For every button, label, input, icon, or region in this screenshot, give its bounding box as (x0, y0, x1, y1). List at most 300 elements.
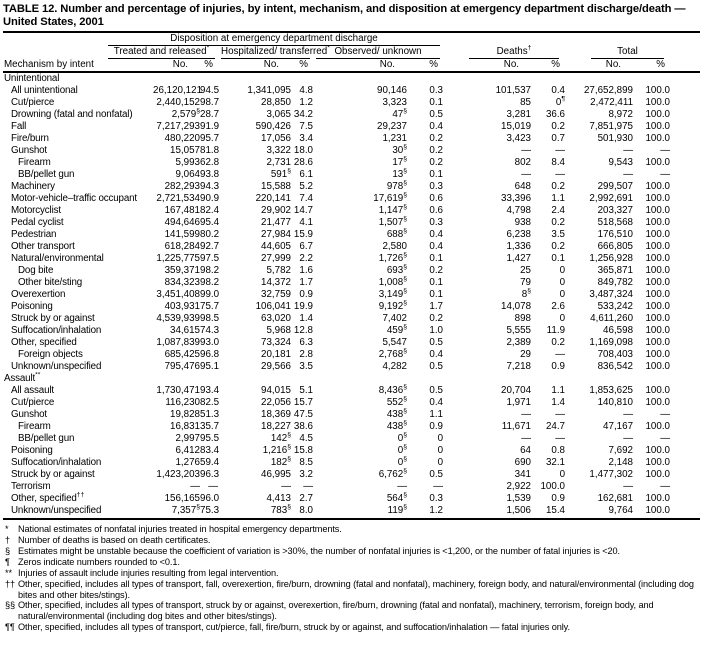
value-cell-number: 7,217,293 (156, 121, 200, 133)
value-cell-number: 1,276 (175, 457, 200, 469)
value-cell-percent: 8.4 (551, 157, 566, 169)
footnote-marker-ref: § (403, 503, 407, 511)
spacer-cell (670, 409, 700, 421)
value-cell-percent: 35.7 (200, 421, 220, 433)
value-cell-number: 501,930 (597, 133, 634, 145)
value-cell-number: 15,057 (170, 145, 200, 157)
value-cell-percent: 100.0 (645, 469, 671, 481)
value-cell-percent: 0.1 (429, 97, 444, 109)
value-cell-percent: 100.0 (645, 217, 671, 229)
spacer-cell (670, 169, 700, 181)
row-label: Pedestrian (11, 229, 57, 241)
value-cell-number: 29,237 (377, 121, 407, 133)
footnote-marker-ref: § (403, 384, 407, 392)
row-label: Gunshot (11, 409, 47, 421)
table-row (3, 493, 700, 505)
footnote-marker-ref: § (196, 108, 200, 116)
footnote-text: Other, specified, includes all types of transport, fall, overexertion, fire/burn, drowning (fatal and nonfatal), machinery, foreign body, and natural/environmental (including dog bites and other bites/stings). (18, 578, 694, 600)
value-cell-percent: 1.0 (429, 325, 444, 337)
value-cell-percent: 75.3 (200, 505, 218, 519)
spacer-cell (670, 217, 700, 229)
disposition-span-label: Disposition at emergency department discharge (108, 33, 440, 46)
value-cell-percent: 100.0 (645, 289, 671, 301)
value-cell-percent: 0.5 (429, 469, 444, 481)
value-cell-percent: 0.2 (551, 121, 566, 133)
value-cell-number: 142§ (270, 432, 291, 445)
value-cell-number: 7,402 (382, 313, 407, 325)
value-cell-number: 29,566 (261, 361, 291, 373)
spacer-cell (670, 493, 700, 505)
value-cell-number: 73,324 (261, 337, 291, 349)
value-cell-percent: 100.0 (645, 421, 671, 433)
spacer-cell (670, 325, 700, 337)
value-cell-number: 3,149§ (378, 288, 407, 301)
value-cell-number: 9,192§ (378, 300, 407, 313)
value-cell-number: 47,167 (603, 421, 634, 433)
table-row (3, 337, 700, 349)
value-cell-percent: 100.0 (645, 313, 671, 325)
value-cell-percent: 100.0 (645, 241, 671, 253)
value-cell-percent: 100.0 (645, 457, 671, 469)
value-cell-number: 1,147§ (378, 204, 407, 217)
value-cell-percent: 80.2 (200, 229, 220, 241)
value-cell-number: 2,721,534 (156, 193, 200, 205)
value-cell-percent: 100.0 (633, 505, 670, 519)
value-cell-number: 618,284 (164, 241, 200, 253)
value-cell-percent: 95.7 (200, 133, 220, 145)
value-cell-percent: 100.0 (645, 385, 671, 397)
value-cell-number: 5,993 (175, 157, 200, 169)
value-cell-percent: 24.7 (545, 421, 566, 433)
value-cell-number: 156,165 (164, 493, 200, 505)
value-cell-percent: 0.1 (429, 277, 444, 289)
disposition-span-header (153, 32, 443, 46)
value-cell-percent: 0.4 (551, 85, 566, 97)
value-cell-percent: — (303, 481, 313, 493)
value-cell-number: 341 (514, 469, 532, 481)
value-cell-number: 898 (514, 313, 532, 325)
footnote (3, 600, 700, 622)
value-cell-percent: 0.3 (429, 217, 444, 229)
value-cell-percent: 0 (559, 313, 566, 325)
column-group-header-total (565, 46, 670, 59)
value-cell-percent: 95.5 (200, 433, 220, 445)
value-cell-percent: 0.5 (429, 109, 444, 121)
value-cell-number: 106,041 (255, 301, 291, 313)
value-cell-number: 17,619§ (373, 192, 407, 205)
value-cell-percent: 98.2 (200, 265, 220, 277)
spacer-cell (670, 253, 700, 265)
value-cell-number: 978§ (386, 180, 407, 193)
value-cell-percent: — (208, 481, 218, 493)
footnote (3, 557, 700, 568)
value-cell-number: 18,369 (261, 409, 291, 421)
value-cell-percent: 97.5 (200, 253, 220, 265)
value-cell-number: 176,510 (597, 229, 634, 241)
table-row (3, 505, 700, 519)
value-cell-number: 29 (520, 349, 532, 361)
value-cell-number: 94,015 (261, 385, 291, 397)
value-cell-number: 7,357§ (153, 505, 200, 519)
value-cell-number: 802 (514, 157, 532, 169)
spacer-cell (670, 121, 700, 133)
spacer-cell (670, 181, 700, 193)
column-group-header-deaths (443, 46, 565, 59)
value-cell-number: 5,968 (266, 325, 291, 337)
spacer-cell (670, 289, 700, 301)
value-cell-number: 365,871 (597, 265, 634, 277)
value-cell-number: 849,782 (597, 277, 634, 289)
spacer-cell (670, 313, 700, 325)
value-cell-number: 90,146 (377, 85, 407, 97)
value-cell-number: 795,476 (164, 361, 200, 373)
value-cell-percent: — (555, 169, 566, 181)
value-cell-number: 203,327 (597, 205, 634, 217)
value-cell-percent: 0.2 (551, 241, 566, 253)
value-cell-number: 3,423 (506, 133, 532, 145)
table-row (3, 229, 700, 241)
table-row (3, 121, 700, 133)
value-cell-percent: 0.7 (551, 133, 566, 145)
value-cell-percent: 3.4 (299, 133, 313, 145)
value-cell-number: 783§ (218, 505, 291, 519)
value-cell-number: — (623, 481, 634, 493)
value-cell-percent: 2.4 (551, 205, 566, 217)
column-group-header-hospitalized-transferred (218, 44, 330, 59)
value-cell-number: 648 (514, 181, 532, 193)
value-cell-number: 1,507§ (378, 216, 407, 229)
footnote-marker-ref: § (403, 432, 407, 440)
footnote-marker-ref: § (287, 503, 291, 511)
value-cell-percent: 75.7 (200, 301, 220, 313)
table-title: TABLE 12. Number and percentage of injuries, by intent, mechanism, and disposition at emergency department discharge/death — United States, 2001 (3, 3, 686, 28)
column-group-row (3, 46, 700, 59)
value-cell-percent: 1.4 (551, 397, 566, 409)
value-cell-percent: 7.4 (299, 193, 313, 205)
value-cell-number: 8§ (521, 288, 532, 301)
value-cell-percent: 0.4 (429, 121, 444, 133)
footnote-marker-ref: § (403, 348, 407, 356)
value-cell-percent: 0.5 (429, 361, 444, 373)
footnote-marker: * (5, 524, 9, 535)
footnote (3, 524, 700, 535)
footnote-marker-ref: * (327, 44, 330, 52)
value-cell-percent: 100.0 (645, 205, 671, 217)
table-row (3, 265, 700, 277)
row-label: Struck by or against (11, 469, 95, 481)
value-cell-percent: 4.5 (299, 433, 313, 445)
row-label: Terrorism (11, 481, 51, 493)
value-cell-percent: 0¶ (555, 96, 566, 109)
row-label: Natural/environmental (11, 253, 104, 265)
value-cell-percent: 0.1 (429, 289, 444, 301)
spacer-cell (670, 97, 700, 109)
value-cell-number: 63,020 (261, 313, 291, 325)
footnote-marker-ref: § (403, 300, 407, 308)
spacer-cell (670, 361, 700, 373)
value-cell-number: 533,242 (597, 301, 634, 313)
value-cell-percent: 32.1 (545, 457, 566, 469)
column-group-header-observed-unknown (313, 46, 443, 59)
value-cell-percent: 0.3 (429, 85, 444, 97)
value-cell-percent: 15.8 (293, 445, 313, 457)
value-cell-number: 17§ (392, 156, 407, 169)
value-cell-percent: 0.6 (429, 205, 444, 217)
column-subheader-pct: % (200, 59, 218, 72)
value-cell-number: 27,652,899 (583, 85, 634, 97)
value-cell-number: 33,396 (501, 193, 532, 205)
table-row (3, 433, 700, 445)
value-cell-percent: — (660, 433, 671, 445)
spacer-cell (670, 469, 700, 481)
footnote-marker-ref: § (403, 420, 407, 428)
value-cell-number: 18,227 (261, 421, 291, 433)
value-cell-number: 1,169,098 (589, 337, 634, 349)
value-cell-percent: 98.2 (200, 277, 220, 289)
value-cell-number: 2,997 (175, 433, 200, 445)
value-cell-number: 2,579§ (171, 108, 200, 121)
spacer-cell (670, 85, 700, 97)
value-cell-number: 2,580 (382, 241, 407, 253)
value-cell-percent: 98.5 (200, 313, 220, 325)
header-span-row (3, 32, 700, 46)
footnote-marker-ref: § (403, 324, 407, 332)
value-cell-number: 4,611,260 (590, 313, 634, 325)
value-cell-percent: 100.0 (645, 97, 671, 109)
value-cell-number: 836,542 (597, 361, 634, 373)
table-row (3, 349, 700, 361)
table-row (3, 289, 700, 301)
value-cell-number: — (190, 481, 200, 493)
value-cell-number: 359,371 (164, 265, 200, 277)
table-row (3, 457, 700, 469)
value-cell-number: 834,323 (164, 277, 200, 289)
value-cell-percent: 28.6 (293, 157, 313, 169)
table-row (3, 397, 700, 409)
value-cell-number: 5,555 (506, 325, 532, 337)
value-cell-number: 938 (514, 217, 532, 229)
value-cell-percent: 100.0 (645, 253, 671, 265)
spacer-cell (670, 241, 700, 253)
footnote-marker: §§ (5, 600, 16, 611)
footnote (3, 579, 700, 601)
spacer-cell (670, 421, 700, 433)
footnote-text: Estimates might be unstable because the coefficient of variation is >30%, the number of nonfatal injuries is <1,200, or the number of fatal injuries is <20. (18, 545, 620, 556)
value-cell-percent: 8.5 (299, 457, 313, 469)
value-cell-percent: 12.8 (293, 325, 313, 337)
value-cell-number: 5,547 (382, 337, 407, 349)
row-label: BB/pellet gun (18, 169, 75, 181)
value-cell-number: — (521, 433, 532, 445)
spacer-cell (670, 133, 700, 145)
value-cell-number: — (281, 481, 291, 493)
footnote-marker-ref: § (287, 444, 291, 452)
value-cell-number: 0§ (397, 432, 407, 445)
value-cell-number: 20,704 (501, 385, 532, 397)
value-cell-percent: 81.8 (200, 145, 220, 157)
value-cell-number: 26,120,121 (153, 85, 203, 97)
value-cell-percent: 99.0 (200, 289, 220, 301)
value-cell-percent: 0.8 (551, 445, 566, 457)
row-label: Drowning (fatal and nonfatal) (11, 109, 133, 121)
value-cell-percent: 100.0 (540, 481, 566, 493)
footnote-marker-ref: § (287, 168, 291, 176)
value-cell-percent: 96.8 (200, 349, 220, 361)
table-row (3, 145, 700, 157)
value-cell-percent: 15.7 (293, 397, 313, 409)
footnotes (3, 524, 700, 633)
value-cell-number: 140,810 (597, 397, 634, 409)
value-cell-percent: 1.7 (299, 277, 313, 289)
value-cell-number: 29,902 (261, 205, 291, 217)
value-cell-percent: 74.3 (200, 325, 220, 337)
value-cell-number: 480,220 (164, 133, 200, 145)
value-cell-number: 182§ (270, 456, 291, 469)
value-cell-percent: 0.2 (551, 337, 566, 349)
footnote-marker-ref: § (287, 456, 291, 464)
value-cell-percent: 1.1 (429, 409, 444, 421)
value-cell-number: 1,971 (506, 397, 532, 409)
value-cell-number: 30§ (392, 144, 407, 157)
value-cell-number: — (623, 433, 634, 445)
value-cell-percent: — (555, 433, 566, 445)
value-cell-percent: 100.0 (645, 229, 671, 241)
footnote-marker: ¶ (5, 556, 10, 567)
table-row (3, 133, 700, 145)
row-label: Cut/pierce (11, 97, 55, 109)
value-cell-percent: 0.4 (429, 349, 444, 361)
footnote-marker-ref: § (403, 192, 407, 200)
spacer-cell (670, 229, 700, 241)
value-cell-percent: 1.2 (299, 97, 313, 109)
value-cell-percent: 95.1 (200, 361, 220, 373)
column-group-label: Treated and released* (108, 46, 215, 59)
table-row (3, 481, 700, 493)
value-cell-number: 9,543 (608, 157, 634, 169)
value-cell-number: 101,537 (495, 85, 532, 97)
column-group-header-treated-and-released (113, 44, 218, 59)
value-cell-percent: 1.1 (551, 385, 566, 397)
value-cell-number: 1,853,625 (589, 385, 634, 397)
value-cell-number: 46,995 (261, 469, 291, 481)
value-cell-number: 2,992,691 (589, 193, 634, 205)
row-label: Fall (11, 121, 27, 133)
value-cell-number: 162,681 (597, 493, 634, 505)
footnote-marker-ref: † (527, 44, 532, 52)
value-cell-percent: 59.4 (200, 457, 220, 469)
value-cell-percent: 8.0 (291, 505, 313, 519)
footnote-marker-ref: § (403, 288, 407, 296)
value-cell-percent: 15.9 (293, 229, 313, 241)
column-subheader-pct: % (633, 59, 670, 72)
row-label: Firearm (18, 421, 51, 433)
value-cell-number: 20,181 (261, 349, 291, 361)
spacer-cell (670, 445, 700, 457)
value-cell-number: 9,064 (175, 169, 200, 181)
footnote-marker-ref: § (403, 168, 407, 176)
footnote-marker-ref: * (206, 44, 210, 52)
footnote-marker-ref: § (403, 204, 407, 212)
value-cell-percent: — (660, 409, 671, 421)
value-cell-number: 1,341,095 (247, 85, 291, 97)
table-row (3, 157, 700, 169)
value-cell-number: 14,078 (501, 301, 532, 313)
value-cell-number: 13§ (392, 168, 407, 181)
value-cell-number: 28,850 (261, 97, 291, 109)
value-cell-number: 16,831 (170, 421, 200, 433)
section-header-row (3, 72, 700, 84)
value-cell-percent: 5.2 (299, 181, 313, 193)
column-subheader-pct: % (291, 59, 313, 72)
value-cell-percent: 34.2 (293, 109, 313, 121)
value-cell-percent: 100.0 (645, 325, 671, 337)
value-cell-number: 403,931 (164, 301, 200, 313)
value-cell-number: 4,282 (382, 361, 407, 373)
value-cell-number: 2,440,152 (156, 97, 200, 109)
value-cell-percent: 100.0 (645, 445, 671, 457)
value-cell-number: 1,726§ (378, 252, 407, 265)
table-row (3, 313, 700, 325)
value-cell-number: — (623, 145, 634, 157)
value-cell-percent: 94.5 (200, 85, 220, 97)
footnote-marker: † (5, 534, 11, 545)
table-row (3, 445, 700, 457)
spacer-cell (670, 433, 700, 445)
value-cell-percent: 36.6 (545, 109, 566, 121)
column-subheader-no: No. (313, 59, 407, 72)
value-cell-number: 299,507 (597, 181, 634, 193)
value-cell-percent: 96.0 (200, 493, 220, 505)
footnote (3, 622, 700, 633)
value-cell-percent: 0 (559, 265, 566, 277)
footnote-marker-ref: § (527, 288, 532, 296)
value-cell-number: 64 (520, 445, 532, 457)
value-cell-percent: — (433, 481, 444, 493)
value-cell-number: 690 (514, 457, 532, 469)
footnote-marker-ref: § (287, 432, 291, 440)
value-cell-number: 1,008§ (378, 276, 407, 289)
row-label: Other bite/sting (18, 277, 83, 289)
table-row (3, 325, 700, 337)
footnote-marker-ref: § (403, 276, 407, 284)
value-cell-percent: 0.9 (429, 421, 444, 433)
column-group-label: Deaths† (469, 46, 559, 59)
value-cell-percent: 18.0 (293, 145, 313, 157)
section-header-row (3, 373, 700, 385)
value-cell-percent: 100.0 (645, 493, 671, 505)
value-cell-percent: 83.4 (200, 445, 220, 457)
value-cell-number: 14,372 (261, 277, 291, 289)
value-cell-percent: 19.9 (293, 301, 313, 313)
row-label: Pedal cyclist (11, 217, 64, 229)
value-cell-number: 5,782 (266, 265, 291, 277)
row-label: Unknown/unspecified (11, 361, 102, 373)
value-cell-number: 220,141 (255, 193, 291, 205)
column-subheader-no: No. (443, 59, 531, 72)
column-group-label: Hospitalized/ transferred* (221, 46, 310, 59)
value-cell-percent: 2.8 (299, 349, 313, 361)
spacer-cell (670, 157, 700, 169)
row-label: All unintentional (11, 85, 78, 97)
row-label: Motorcyclist (11, 205, 61, 217)
row-label: Machinery (11, 181, 55, 193)
value-cell-number: 7,218 (506, 361, 532, 373)
value-cell-number: 282,293 (164, 181, 200, 193)
table-row (3, 181, 700, 193)
empty-header-cell (670, 46, 700, 59)
value-cell-number: 141,599 (164, 229, 200, 241)
value-cell-percent: 82.5 (200, 397, 220, 409)
